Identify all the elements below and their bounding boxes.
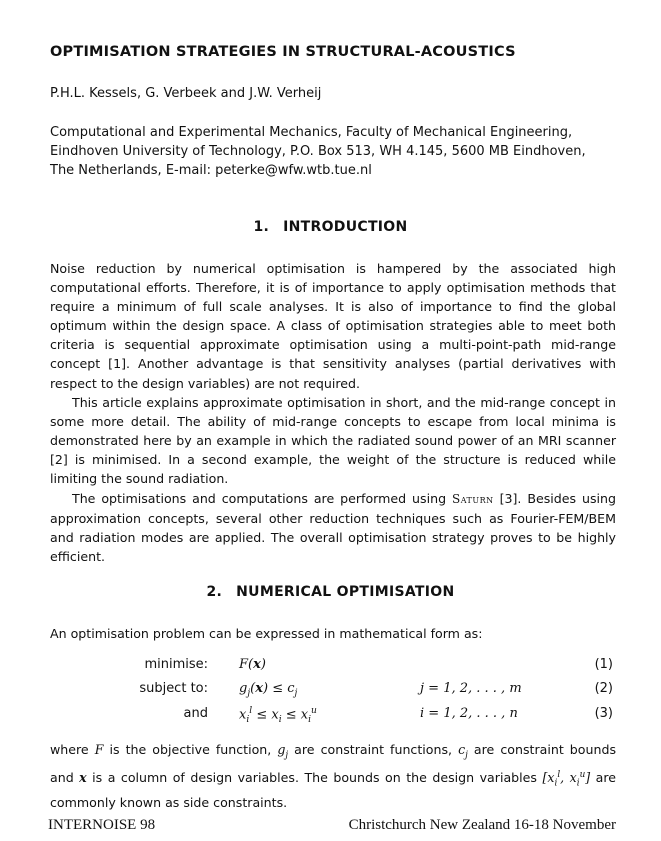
affiliation-line: Computational and Experimental Mechanics, Faculty of Mechanical Engineering, (50, 125, 573, 140)
section-heading-introduction (0, 219, 661, 235)
equation-number: (2) (594, 681, 613, 696)
equation-label: minimise: (144, 657, 208, 672)
equation-expression: $x_i^l \le x_i \le x_i^u$ (239, 706, 317, 725)
where-paragraph (50, 740, 616, 813)
footer-conference: INTERNOISE 98 (48, 817, 156, 833)
paragraph-text: [3]. Besides using approximation concepts, several other reduction techniques such as Fourier-FEM/BEM and radiation modes are applied. The overall optimisation strategy proves to be highly efficient. (50, 491, 616, 565)
author-list: P.H.L. Kessels, G. Verbeek and J.W. Verheij (50, 86, 322, 101)
equation-range: j = 1, 2, . . . , m (420, 681, 522, 696)
paragraph-text: The optimisations and computations are performed using (72, 491, 452, 506)
intro-paragraph-3 (50, 489, 616, 566)
footer-location-date: Christchurch New Zealand 16-18 November (348, 817, 616, 833)
optimisation-intro: An optimisation problem can be expressed in mathematical form as: (50, 626, 483, 641)
paragraph-text: are constraint functions, (288, 742, 459, 757)
section-title: INTRODUCTION (283, 219, 408, 235)
paragraph-text: is the objective function, (103, 742, 278, 757)
paragraph-text: is a column of design variables. The bounds on the design variables (86, 769, 543, 785)
equation-number: (1) (594, 657, 613, 672)
equation-number: (3) (594, 706, 613, 721)
section-title: NUMERICAL OPTIMISATION (236, 584, 455, 600)
affiliation-line: The Netherlands, E-mail: peterke@wfw.wtb.tue.nl (50, 163, 372, 178)
math-symbol: F (94, 742, 104, 757)
equation-expression: $g_j(x) \le c_j$ (239, 681, 298, 699)
intro-paragraph-2: This article explains approximate optimisation in short, and the mid-range concept in some more detail. The ability of mid-range concepts to escape from local minima is demonstrated here by an example in which the radiated sound power of an MRI scanner [2] is minimised. In a second example, the weight of the structure is reduced while limiting the sound radiation. (50, 395, 616, 487)
intro-paragraph-1: Noise reduction by numerical optimisation is hampered by the associated high computational efforts. Therefore, it is of importance to apply optimisation methods that require a minimum of full scale analyses. It is also of importance to find the global optimum within the design space. A class of optimisation strategies able to meet both criteria is sequential approximate optimisation using a multi-point-path mid-range concept [1]. Another advantage is that sensitivity analyses (partial derivatives with respect to the design variables) are not required. (50, 261, 616, 391)
equation-2 (0, 681, 661, 701)
affiliation (50, 123, 620, 180)
equation-label: subject to: (139, 681, 208, 696)
section-number: 2. (206, 584, 223, 600)
math-symbol: [$x_i^l$, $x_i^u$] (542, 769, 591, 789)
software-name: Saturn (451, 492, 494, 506)
paragraph-text: are commonly known as side constraints. (50, 769, 617, 811)
section-number: 1. (253, 219, 270, 235)
equation-range: i = 1, 2, . . . , n (420, 706, 518, 721)
math-symbol: x (79, 769, 87, 785)
paragraph-text: are constraint bounds and (50, 742, 617, 785)
equation-label: and (183, 706, 208, 721)
section-heading-numerical-optimisation (0, 584, 661, 600)
equation-expression: F(x) (239, 657, 266, 672)
math-symbol: $c_j$ (458, 742, 468, 761)
paragraph-text: where (50, 742, 95, 757)
affiliation-line: Eindhoven University of Technology, P.O. Box 513, WH 4.145, 5600 MB Eindhoven, (50, 144, 586, 159)
math-symbol: $g_j$ (277, 742, 289, 761)
paper-title: OPTIMISATION STRATEGIES IN STRUCTURAL-ACOUSTICS (50, 44, 516, 60)
equation-3 (0, 706, 661, 726)
equation-1 (0, 657, 661, 677)
